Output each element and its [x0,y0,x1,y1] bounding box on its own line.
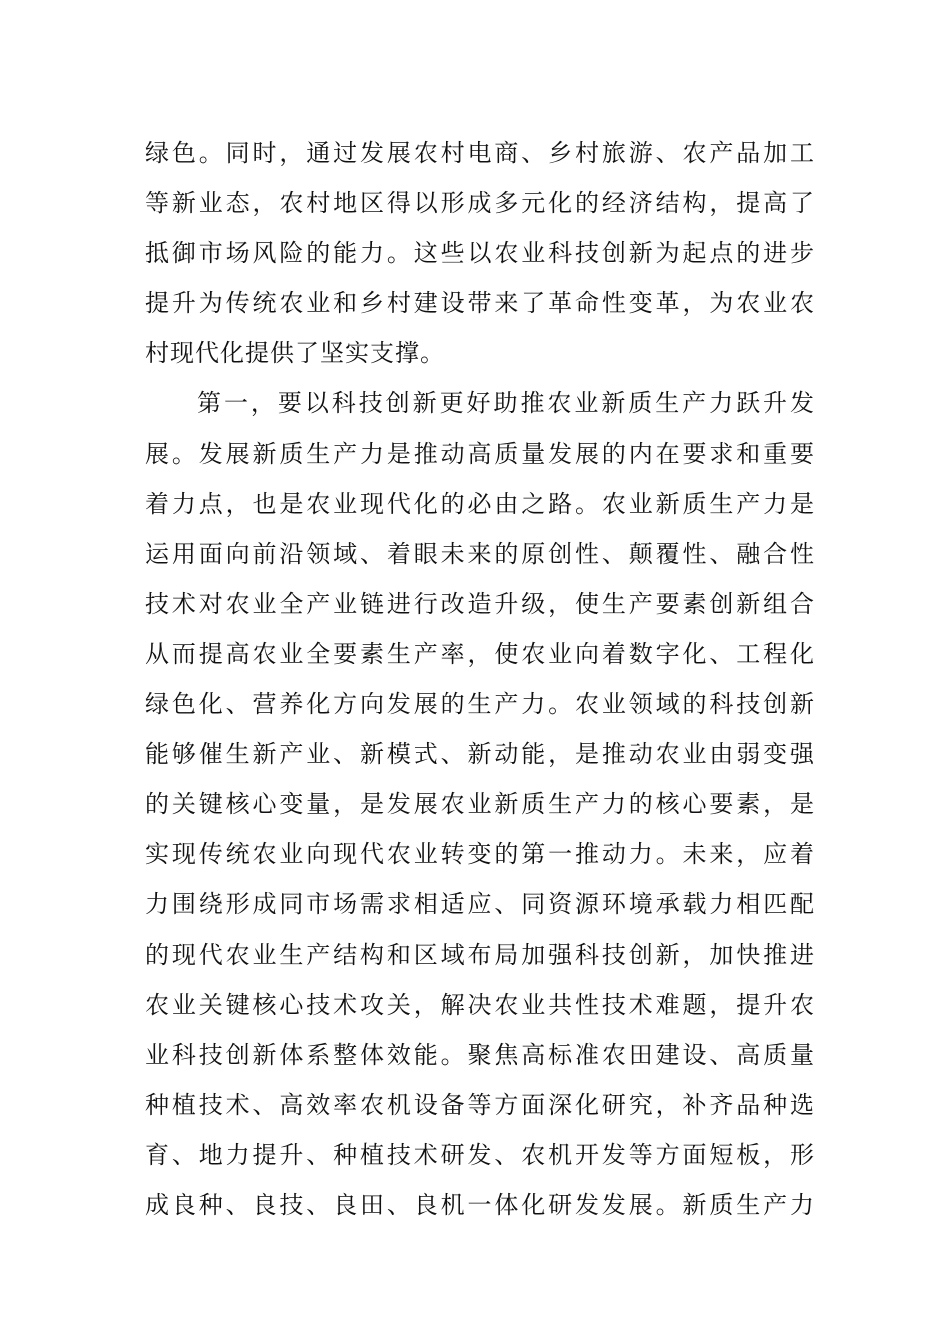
text-line: 绿色化、营养化方向发展的生产力。农业领域的科技创新 [145,690,815,719]
text-line: 抵御市场风险的能力。这些以农业科技创新为起点的进步 [145,239,815,268]
text-line: 实现传统农业向现代农业转变的第一推动力。未来，应着 [145,840,815,869]
text-line: 从而提高农业全要素生产率，使农业向着数字化、工程化 [145,639,815,668]
text-line: 的关键核心变量，是发展农业新质生产力的核心要素，是 [145,790,815,819]
text-line: 村现代化提供了坚实支撑。 [145,339,445,368]
text-line: 着力点，也是农业现代化的必由之路。农业新质生产力是 [145,489,815,518]
text-line: 育、地力提升、种植技术研发、农机开发等方面短板，形 [145,1140,815,1169]
text-line: 展。发展新质生产力是推动高质量发展的内在要求和重要 [145,439,815,468]
text-line: 技术对农业全产业链进行改造升级，使生产要素创新组合 [145,589,815,618]
text-line: 力围绕形成同市场需求相适应、同资源环境承载力相匹配 [145,890,815,919]
text-line: 种植技术、高效率农机设备等方面深化研究，补齐品种选 [145,1090,815,1119]
text-line: 提升为传统农业和乡村建设带来了革命性变革，为农业农 [145,289,815,318]
text-line: 农业关键核心技术攻关，解决农业共性技术难题，提升农 [145,990,815,1019]
text-line: 成良种、良技、良田、良机一体化研发发展。新质生产力 [145,1190,815,1219]
body-text [145,128,815,1230]
text-line: 能够催生新产业、新模式、新动能，是推动农业由弱变强 [145,740,815,769]
text-line: 业科技创新体系整体效能。聚焦高标准农田建设、高质量 [145,1040,815,1069]
text-line: 运用面向前沿领域、着眼未来的原创性、颠覆性、融合性 [145,539,815,568]
paragraph-start-line: 第一，要以科技创新更好助推农业新质生产力跃升发 [197,389,815,418]
text-line: 绿色。同时，通过发展农村电商、乡村旅游、农产品加工 [145,139,815,167]
text-line: 的现代农业生产结构和区域布局加强科技创新，加快推进 [145,940,815,969]
text-line: 等新业态，农村地区得以形成多元化的经济结构，提高了 [145,189,815,218]
